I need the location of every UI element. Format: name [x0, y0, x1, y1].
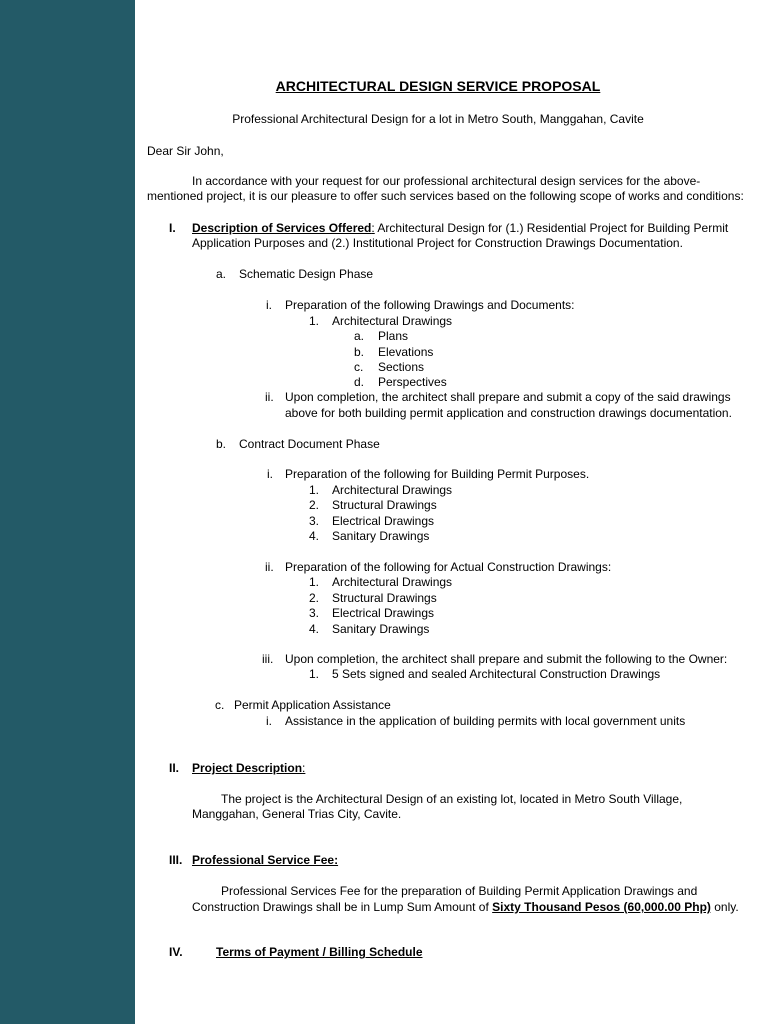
document-page	[135, 0, 768, 1024]
sub-item-num: b.	[354, 345, 365, 359]
intro-line-1: In accordance with your request for our professional architectural design services for the above-	[192, 174, 701, 188]
document-title: ARCHITECTURAL DESIGN SERVICE PROPOSAL	[275, 78, 601, 94]
item-a-text: Schematic Design Phase	[239, 267, 374, 281]
list-item-num: 2.	[309, 591, 320, 605]
item-a-i-1-text: Architectural Drawings	[332, 314, 453, 328]
list-item-text: Structural Drawings	[332, 591, 437, 605]
sub-item-text: Perspectives	[378, 375, 447, 389]
item-c-i-text: Assistance in the application of building permits with local government units	[285, 714, 686, 728]
item-c-label: c.	[215, 698, 225, 712]
item-b-label: b.	[216, 437, 227, 451]
sub-item-text: Sections	[378, 360, 425, 374]
list-item-num: 2.	[309, 498, 320, 512]
list-item-text: Sanitary Drawings	[332, 529, 430, 543]
list-item-text: Electrical Drawings	[332, 514, 435, 528]
list-item-text: Sanitary Drawings	[332, 622, 430, 636]
item-a-label: a.	[216, 267, 227, 281]
section-3-heading: Professional Service Fee:	[192, 853, 339, 867]
section-1-line-1	[192, 221, 728, 236]
sub-item-num: d.	[354, 375, 365, 389]
section-2-heading-line	[192, 761, 305, 776]
item-c-i-num: i.	[266, 714, 272, 728]
list-item-text: Architectural Drawings	[332, 575, 453, 589]
section-1-heading: Description of Services Offered	[192, 221, 372, 235]
item-a-i-1-num: 1.	[309, 314, 320, 328]
item-a-i-num: i.	[266, 298, 272, 312]
item-b-i-text: Preparation of the following for Building Permit Purposes.	[285, 467, 590, 481]
section-3-text-2-line	[192, 900, 739, 915]
item-c-text: Permit Application Assistance	[234, 698, 391, 712]
section-3-text-2-pre: Construction Drawings shall be in Lump Sum Amount of	[192, 900, 493, 914]
document-subtitle: Professional Architectural Design for a lot in Metro South, Manggahan, Cavite	[232, 112, 644, 126]
item-b-i-num: i.	[267, 467, 273, 481]
item-a-ii-num: ii.	[265, 390, 274, 404]
item-a-ii-text-2: above for both building permit application and construction drawings documentation.	[285, 406, 732, 420]
section-1-number: I.	[169, 221, 176, 235]
fee-amount: Sixty Thousand Pesos (60,000.00 Php)	[492, 900, 711, 914]
sub-item-text: Plans	[378, 329, 409, 343]
item-b-iii-1-num: 1.	[309, 667, 320, 681]
section-3-text-2-post: only.	[710, 900, 739, 914]
list-item-text: Electrical Drawings	[332, 606, 435, 620]
section-1-text-1: Architectural Design for (1.) Residential Project for Building Permit	[374, 221, 729, 235]
intro-line-2: mentioned project, it is our pleasure to offer such services based on the following scope of works and conditions:	[147, 189, 744, 203]
item-b-iii-1-text: 5 Sets signed and sealed Architectural Construction Drawings	[332, 667, 661, 681]
section-1-text-2: Application Purposes and (2.) Institutional Project for Construction Drawings Documentation.	[192, 236, 683, 250]
section-1-colon: :	[371, 221, 375, 235]
list-item-num: 3.	[309, 606, 320, 620]
list-item-text: Architectural Drawings	[332, 483, 453, 497]
list-item-num: 4.	[309, 622, 320, 636]
list-item-num: 4.	[309, 529, 320, 543]
section-4-heading: Terms of Payment / Billing Schedule	[216, 945, 423, 959]
section-2-colon: :	[302, 761, 306, 775]
item-b-iii-text: Upon completion, the architect shall prepare and submit the following to the Owner:	[285, 652, 728, 666]
sub-item-num: a.	[354, 329, 365, 343]
section-3-number: III.	[169, 853, 183, 867]
sub-item-text: Elevations	[378, 345, 434, 359]
section-2-heading: Project Description	[192, 761, 303, 775]
left-color-band	[0, 0, 135, 1024]
section-2-number: II.	[169, 761, 180, 775]
section-2-text-2: Manggahan, General Trias City, Cavite.	[192, 807, 402, 821]
item-a-i-text: Preparation of the following Drawings and Documents:	[285, 298, 575, 312]
item-b-ii-num: ii.	[265, 560, 274, 574]
item-b-text: Contract Document Phase	[239, 437, 380, 451]
item-a-ii-text-1: Upon completion, the architect shall prepare and submit a copy of the said drawings	[285, 390, 731, 404]
list-item-num: 1.	[309, 483, 320, 497]
section-2-text-1: The project is the Architectural Design of an existing lot, located in Metro South Village,	[221, 792, 683, 806]
salutation: Dear Sir John,	[147, 144, 224, 158]
list-item-text: Structural Drawings	[332, 498, 437, 512]
list-item-num: 3.	[309, 514, 320, 528]
section-4-number: IV.	[169, 945, 183, 959]
sub-item-num: c.	[354, 360, 364, 374]
item-b-ii-text: Preparation of the following for Actual Construction Drawings:	[285, 560, 612, 574]
list-item-num: 1.	[309, 575, 320, 589]
section-3-text-1: Professional Services Fee for the preparation of Building Permit Application Drawings and	[221, 884, 698, 898]
item-b-iii-num: iii.	[262, 652, 274, 666]
